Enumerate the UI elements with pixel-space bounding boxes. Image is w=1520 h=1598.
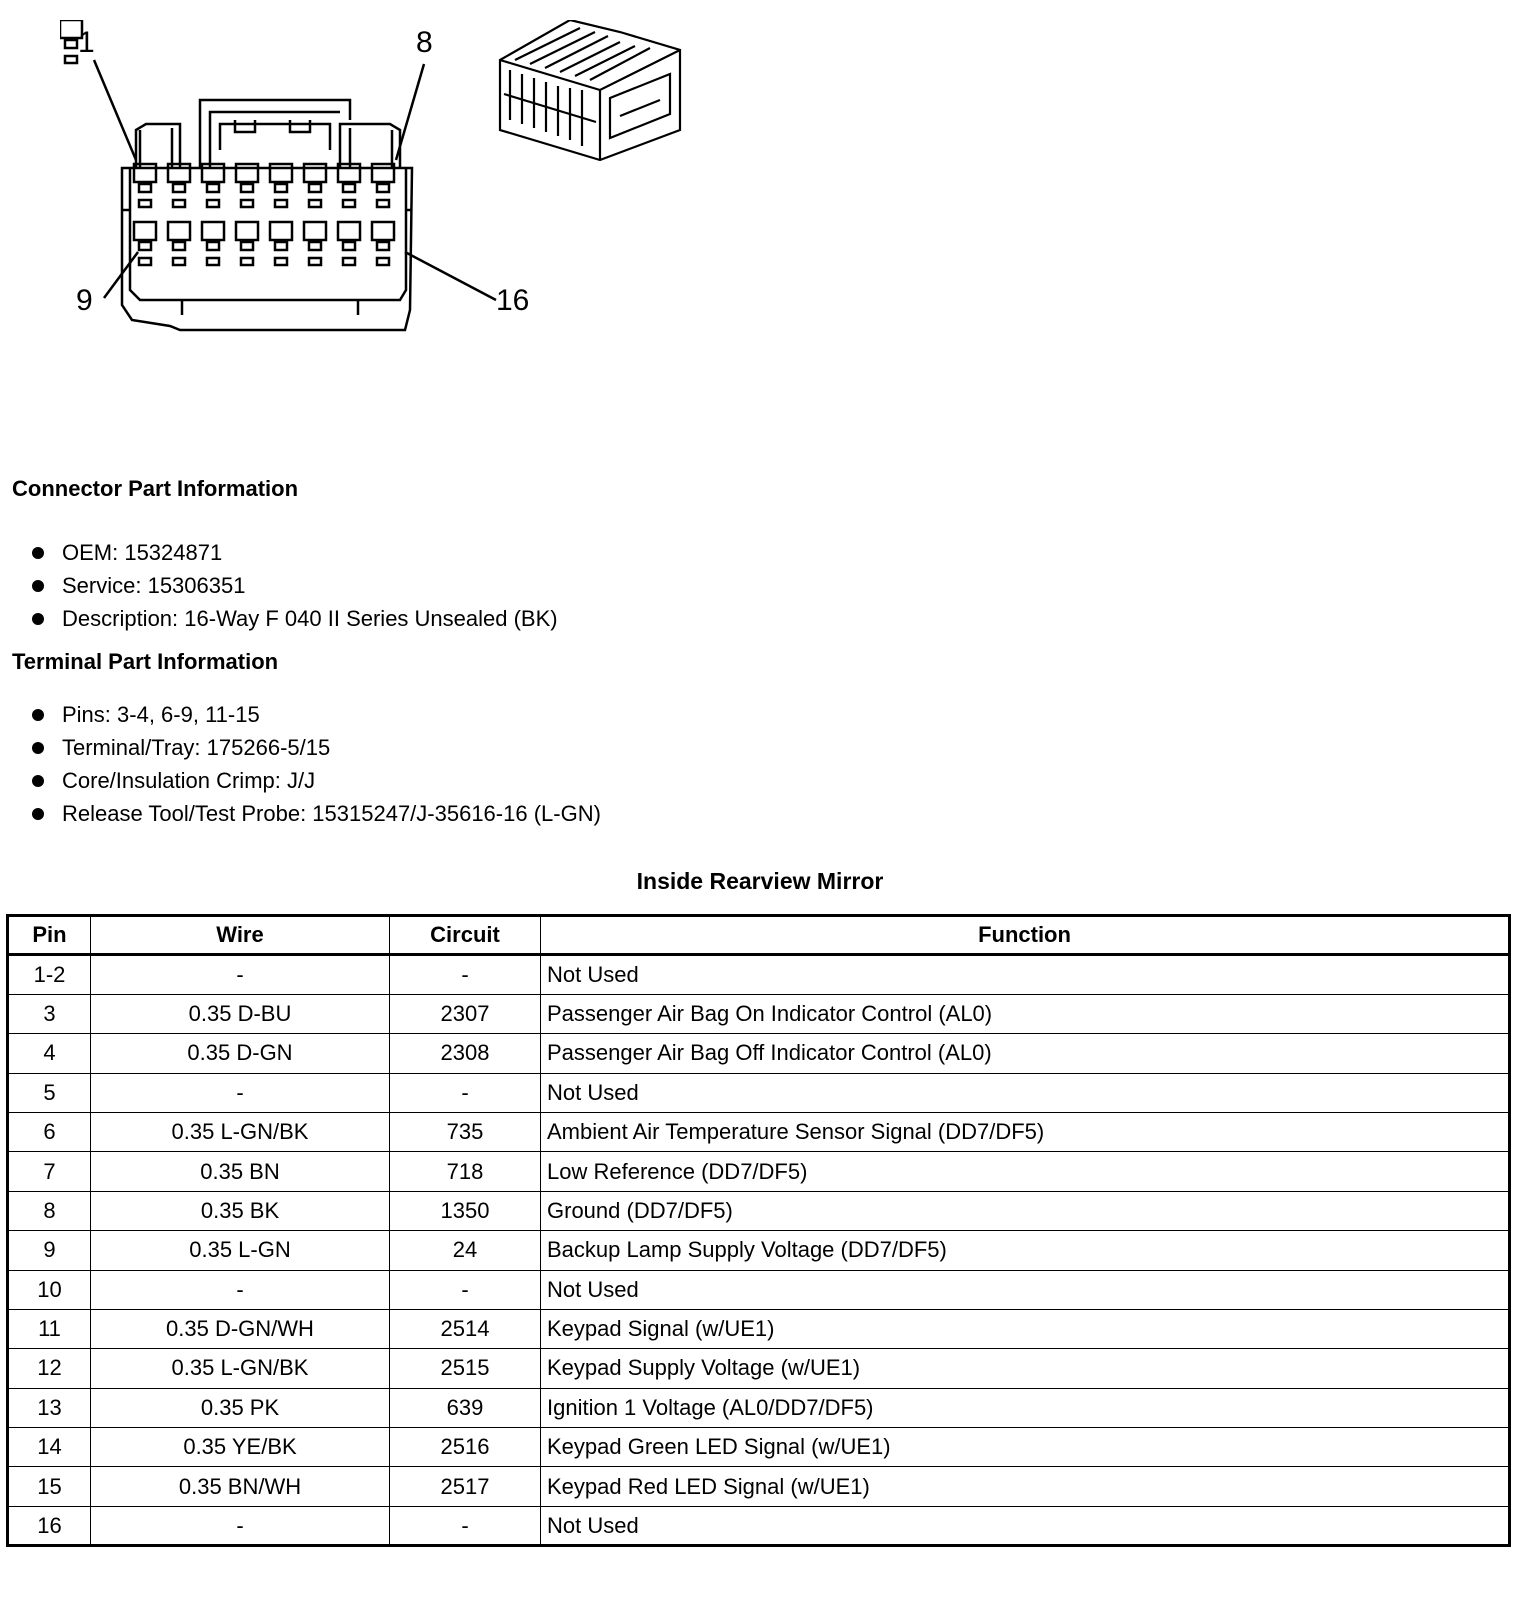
function-cell: Ignition 1 Voltage (AL0/DD7/DF5) xyxy=(541,1388,1510,1427)
wire-cell: 0.35 BN xyxy=(91,1152,390,1191)
table-row xyxy=(8,994,1510,1033)
header-pin: Pin xyxy=(8,916,91,955)
table-row xyxy=(8,1191,1510,1230)
pin-cell: 4 xyxy=(8,1034,91,1073)
function-cell: Keypad Supply Voltage (w/UE1) xyxy=(541,1349,1510,1388)
pin-cell: 13 xyxy=(8,1388,91,1427)
wire-cell: 0.35 L-GN xyxy=(91,1231,390,1270)
pin-cell: 6 xyxy=(8,1112,91,1151)
connector-info-description: Description: 16-Way F 040 II Series Unsealed (BK) xyxy=(30,602,558,635)
pin-cell: 8 xyxy=(8,1191,91,1230)
pin-cell: 14 xyxy=(8,1428,91,1467)
pin-cell: 1-2 xyxy=(8,955,91,994)
table-row xyxy=(8,1506,1510,1545)
circuit-cell: - xyxy=(390,1270,541,1309)
function-cell: Ground (DD7/DF5) xyxy=(541,1191,1510,1230)
circuit-cell: 735 xyxy=(390,1112,541,1151)
terminal-info-title: Terminal Part Information xyxy=(12,649,279,674)
wire-cell: 0.35 D-GN xyxy=(91,1034,390,1073)
table-header-row xyxy=(8,916,1510,955)
pin-cell: 3 xyxy=(8,994,91,1033)
pin-cell: 15 xyxy=(8,1467,91,1506)
terminal-info-tray: Terminal/Tray: 175266-5/15 xyxy=(30,731,601,764)
function-cell: Keypad Green LED Signal (w/UE1) xyxy=(541,1428,1510,1467)
wire-cell: 0.35 YE/BK xyxy=(91,1428,390,1467)
connector-info-title: Connector Part Information xyxy=(12,476,299,501)
connector-diagram xyxy=(60,20,720,340)
header-circuit: Circuit xyxy=(390,916,541,955)
circuit-cell: - xyxy=(390,955,541,994)
connector-isometric-view xyxy=(500,20,680,160)
function-cell: Low Reference (DD7/DF5) xyxy=(541,1152,1510,1191)
circuit-cell: 639 xyxy=(390,1388,541,1427)
function-cell: Ambient Air Temperature Sensor Signal (DD7/DF5) xyxy=(541,1112,1510,1151)
wire-cell: - xyxy=(91,955,390,994)
table-title: Inside Rearview Mirror xyxy=(636,868,884,894)
table-row xyxy=(8,1467,1510,1506)
circuit-cell: 2307 xyxy=(390,994,541,1033)
pin-cell: 7 xyxy=(8,1152,91,1191)
function-cell: Keypad Red LED Signal (w/UE1) xyxy=(541,1467,1510,1506)
table-row xyxy=(8,1388,1510,1427)
circuit-cell: 718 xyxy=(390,1152,541,1191)
table-row xyxy=(8,1073,1510,1112)
wire-cell: 0.35 D-BU xyxy=(91,994,390,1033)
pin-cell: 12 xyxy=(8,1349,91,1388)
connector-info-list xyxy=(30,536,558,635)
function-cell: Passenger Air Bag Off Indicator Control (AL0) xyxy=(541,1034,1510,1073)
callout-pin-8: 8 xyxy=(416,26,433,59)
wire-cell: 0.35 BK xyxy=(91,1191,390,1230)
circuit-cell: 2515 xyxy=(390,1349,541,1388)
function-cell: Not Used xyxy=(541,1073,1510,1112)
function-cell: Backup Lamp Supply Voltage (DD7/DF5) xyxy=(541,1231,1510,1270)
table-row xyxy=(8,1112,1510,1151)
pin-cell: 5 xyxy=(8,1073,91,1112)
function-cell: Keypad Signal (w/UE1) xyxy=(541,1309,1510,1348)
function-cell: Not Used xyxy=(541,955,1510,994)
callout-pin-1: 1 xyxy=(78,26,95,59)
connector-info-service: Service: 15306351 xyxy=(30,569,558,602)
wire-cell: 0.35 PK xyxy=(91,1388,390,1427)
wire-cell: 0.35 D-GN/WH xyxy=(91,1309,390,1348)
wire-cell: - xyxy=(91,1073,390,1112)
connector-info-oem: OEM: 15324871 xyxy=(30,536,558,569)
header-function: Function xyxy=(541,916,1510,955)
circuit-cell: 2514 xyxy=(390,1309,541,1348)
table-row xyxy=(8,1349,1510,1388)
table-row xyxy=(8,1034,1510,1073)
table-row xyxy=(8,1231,1510,1270)
wire-cell: - xyxy=(91,1270,390,1309)
header-wire: Wire xyxy=(91,916,390,955)
function-cell: Not Used xyxy=(541,1506,1510,1545)
wire-cell: 0.35 L-GN/BK xyxy=(91,1112,390,1151)
circuit-cell: - xyxy=(390,1506,541,1545)
pinout-table xyxy=(6,914,1511,1547)
circuit-cell: 24 xyxy=(390,1231,541,1270)
table-row xyxy=(8,1428,1510,1467)
table-row xyxy=(8,955,1510,994)
terminal-info-crimp: Core/Insulation Crimp: J/J xyxy=(30,764,601,797)
connector-face-drawing xyxy=(60,20,720,340)
pin-cell: 11 xyxy=(8,1309,91,1348)
callout-pin-9: 9 xyxy=(76,284,93,317)
function-cell: Passenger Air Bag On Indicator Control (AL0) xyxy=(541,994,1510,1033)
circuit-cell: 2516 xyxy=(390,1428,541,1467)
function-cell: Not Used xyxy=(541,1270,1510,1309)
pin-cell: 16 xyxy=(8,1506,91,1545)
circuit-cell: - xyxy=(390,1073,541,1112)
table-row xyxy=(8,1309,1510,1348)
terminal-info-tool: Release Tool/Test Probe: 15315247/J-35616-16 (L-GN) xyxy=(30,797,601,830)
circuit-cell: 1350 xyxy=(390,1191,541,1230)
wire-cell: 0.35 BN/WH xyxy=(91,1467,390,1506)
circuit-cell: 2517 xyxy=(390,1467,541,1506)
table-row xyxy=(8,1270,1510,1309)
wire-cell: - xyxy=(91,1506,390,1545)
circuit-cell: 2308 xyxy=(390,1034,541,1073)
callout-pin-16: 16 xyxy=(496,284,530,317)
table-row xyxy=(8,1152,1510,1191)
wire-cell: 0.35 L-GN/BK xyxy=(91,1349,390,1388)
terminal-info-pins: Pins: 3-4, 6-9, 11-15 xyxy=(30,698,601,731)
pin-cell: 9 xyxy=(8,1231,91,1270)
pin-cell: 10 xyxy=(8,1270,91,1309)
terminal-info-list xyxy=(30,698,601,830)
